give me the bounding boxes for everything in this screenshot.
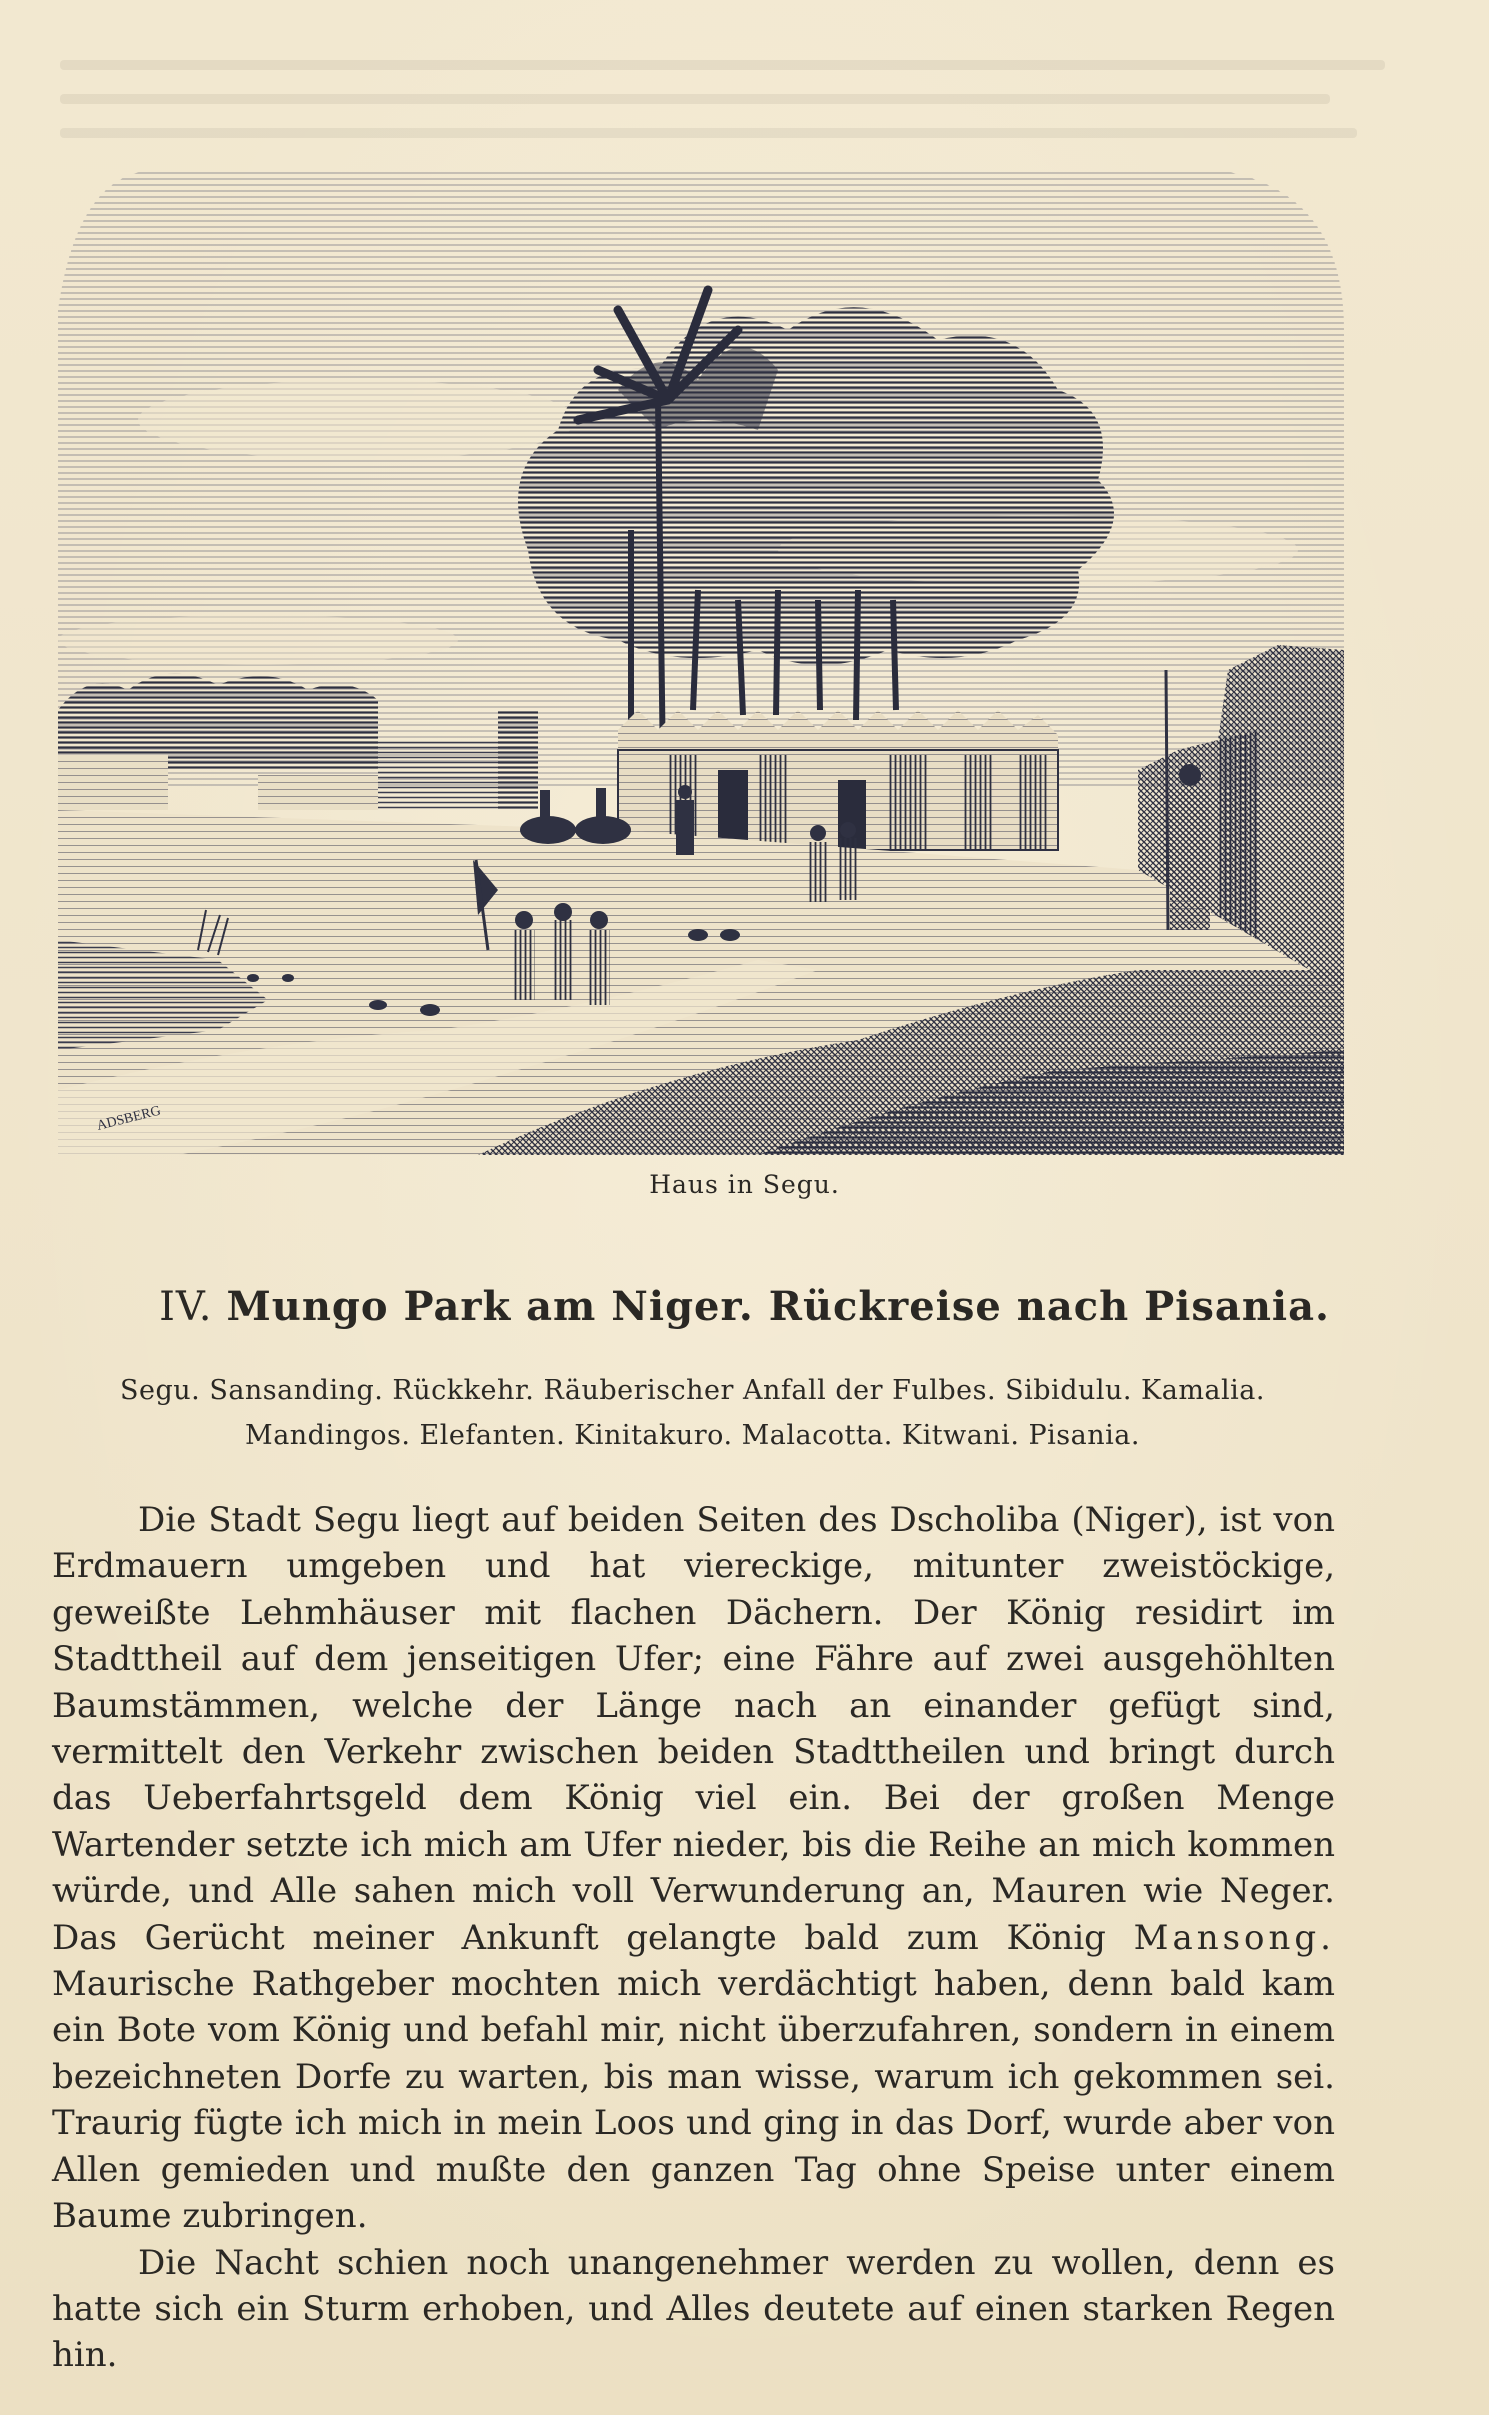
chapter-number: IV. xyxy=(159,1284,213,1330)
engraver-signature: ADSBERG xyxy=(95,1103,163,1134)
chapter-summary: Segu. Sansanding. Rückkehr. Räuberischer Anfall der Fulbes. Sibidulu. Kamalia. Mandingos. Elefanten. Kinitakuro. Malacotta. Kitwani. Pisania. xyxy=(120,1375,1265,1451)
paragraph-2: Die Nacht schien noch unangenehmer werden zu wollen, denn es hatte sich ein Sturm erhoben, und Alles deutete auf einen starken Regen hin. xyxy=(52,2242,1335,2376)
figure-caption: Haus in Segu. xyxy=(649,1170,840,1199)
paragraph-1-text-b: Maurische Rathgeber mochten mich verdächtigt haben, denn bald kam ein Bote vom König und befahl mir, nicht überzufahren, sondern in einem bezeichneten Dorfe zu warten, bis man wisse, warum ich gekommen sei. Traurig fügte ich mich in mein Loos und ging in das Dorf, wurde aber von Allen gemieden und mußte den ganzen Tag ohne Speise unter einem Baume zubringen. xyxy=(52,1964,1335,2237)
body-text xyxy=(52,1497,1335,2379)
chapter-title: Mungo Park am Niger. Rückreise nach Pisania. xyxy=(226,1283,1330,1330)
paragraph-1 xyxy=(52,1497,1335,2240)
paragraph-1-text-a: Die Stadt Segu liegt auf beiden Seiten des Dscholiba (Niger), ist von Erdmauern umgeben und hat viereckige, mitunter zweistöckige, geweißte Lehmhäuser mit flachen Dächern. Der König residirt im Stadttheil auf dem jenseitigen Ufer; eine Fähre auf zwei ausgehöhlten Baumstämmen, welche der Länge nach an einander gefügt sind, vermittelt den Verkehr zwischen beiden Stadttheilen und bringt durch das Ueberfahrtsgeld dem König viel ein. Bei der großen Menge Wartender setzte ich mich am Ufer nieder, bis die Reihe an mich kommen würde, und Alle sahen mich voll Verwunderung an, Mauren wie Neger. Das Gerücht meiner Ankunft gelangte bald zum König xyxy=(52,1500,1335,1958)
chapter-heading xyxy=(0,1283,1489,1330)
king-name-mansong: Mansong. xyxy=(1133,1917,1335,1958)
engraving-haus-in-segu xyxy=(58,170,1344,1155)
show-through-text xyxy=(60,60,1440,180)
